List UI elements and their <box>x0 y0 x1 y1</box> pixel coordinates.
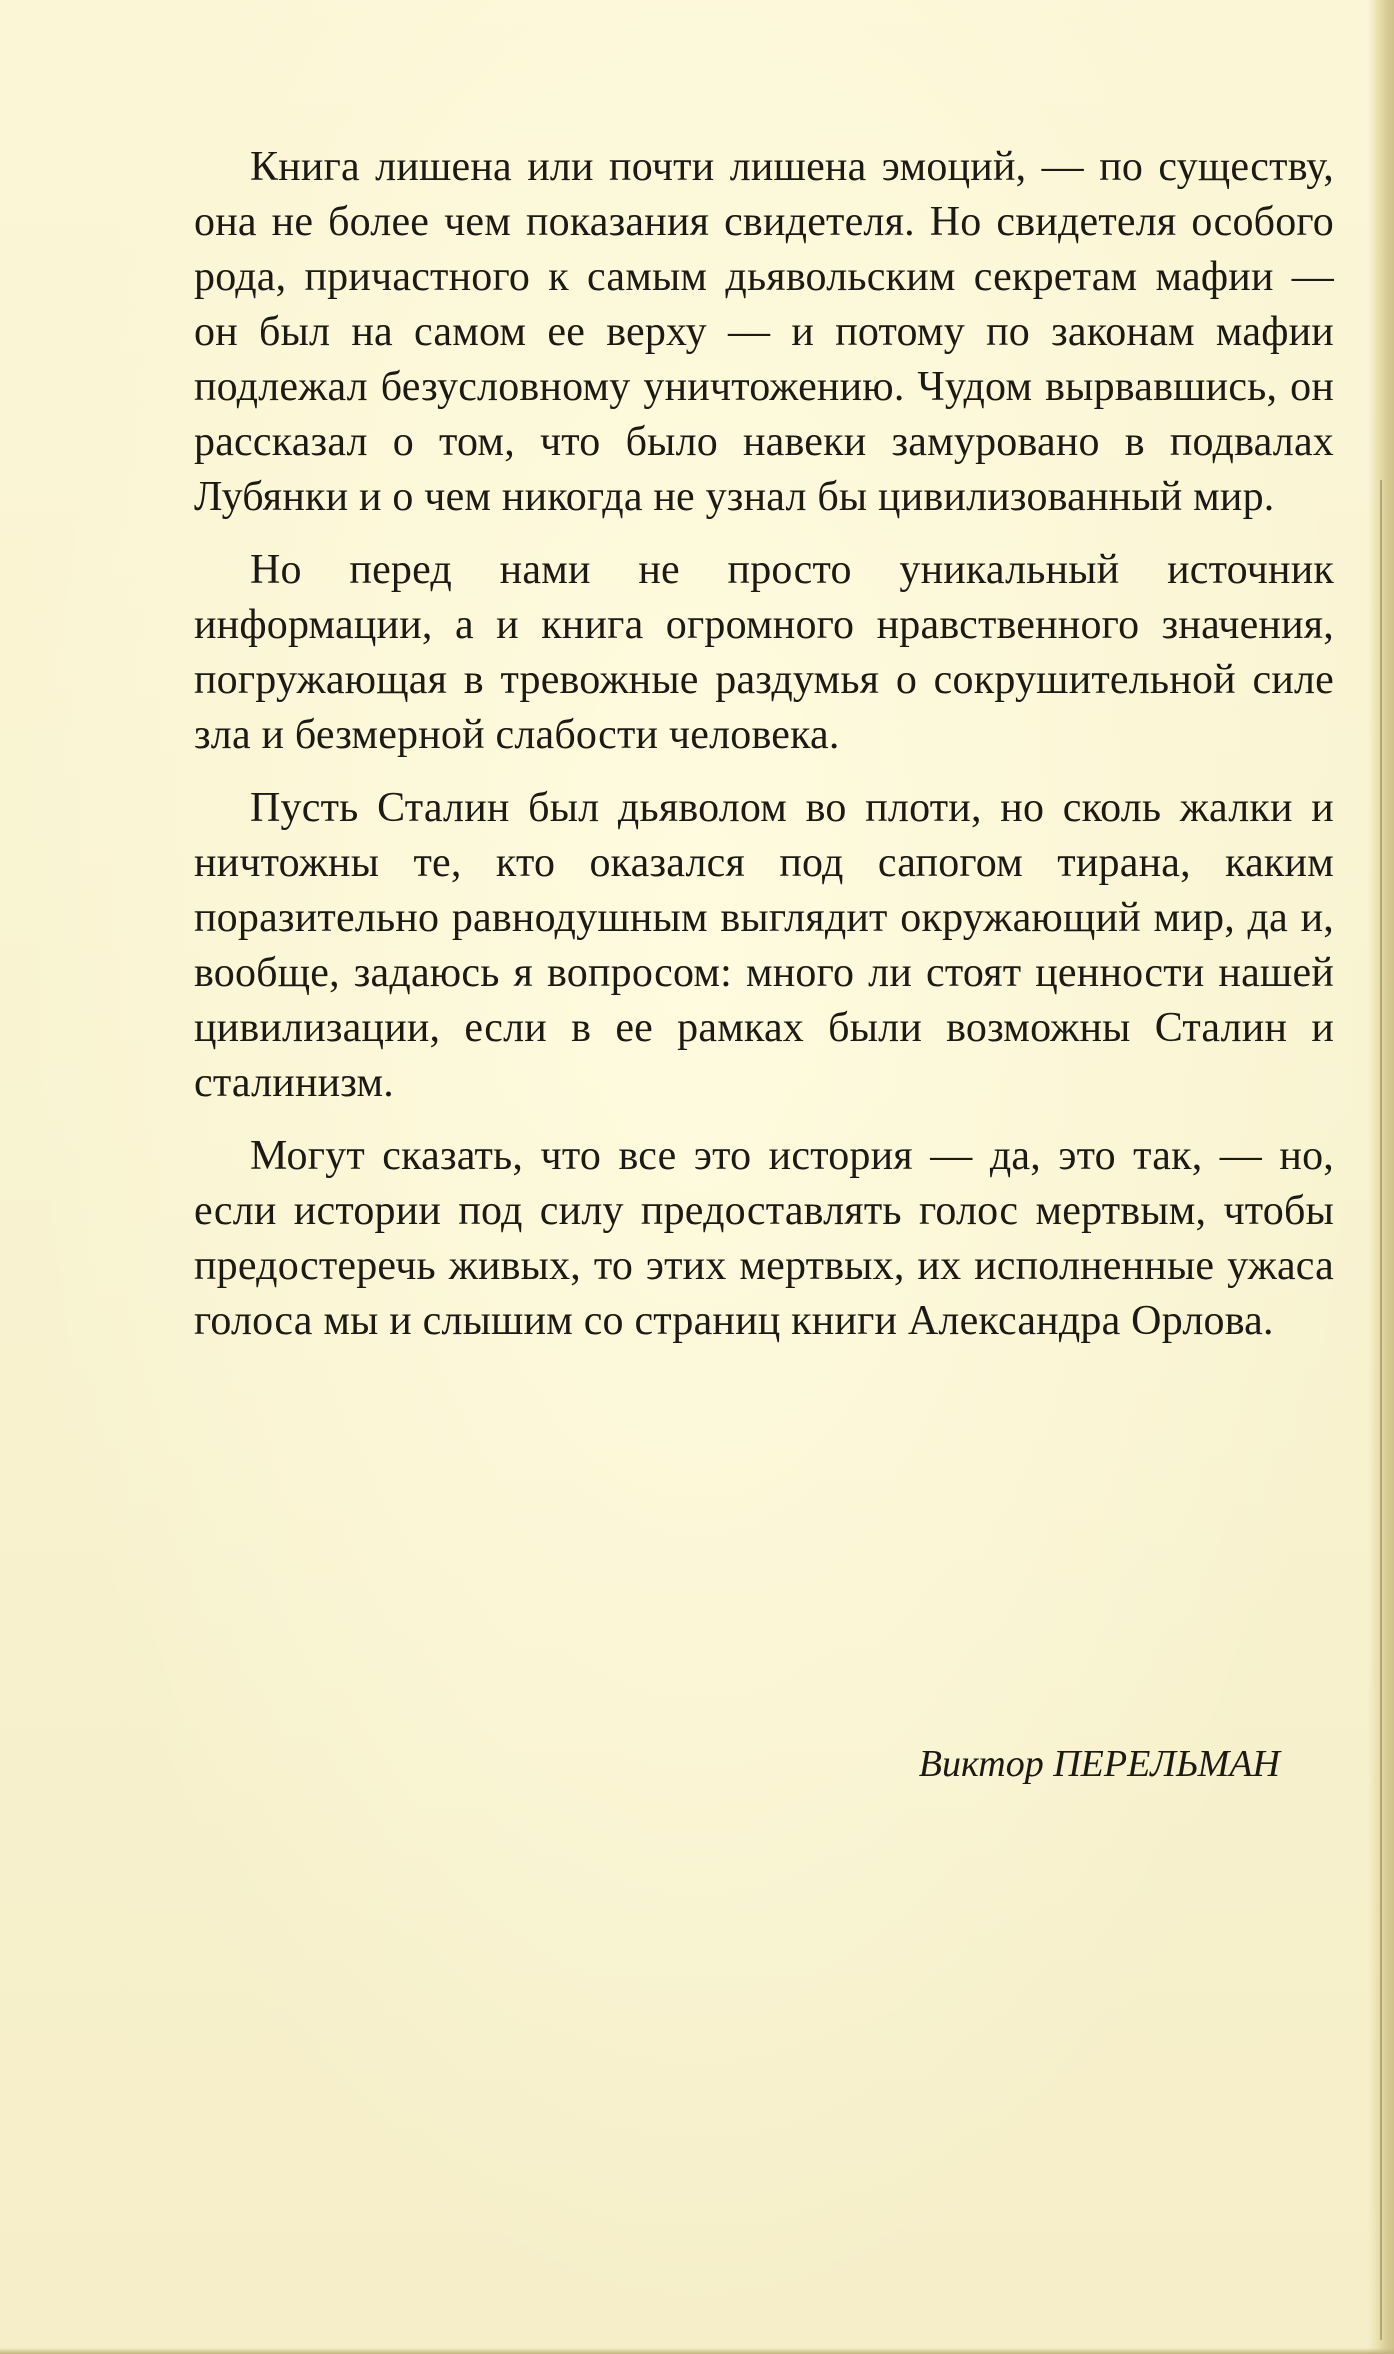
paragraph-1: Книга лишена или почти лишена эмоций, — по существу, она не более чем показания свидетеля. Но свидетеля особого рода, причастного к самым дьявольским секретам мафии — он был на самом ее верху — и потому по законам мафии подлежал безусловному уничтожению. Чудом вырвавшись, он рассказал о том, что было навеки замуровано в подвалах Лубянки и о чем никогда не узнал бы цивилизованный мир. <box>194 144 1334 520</box>
paragraph-4: Могут сказать, что все это история — да, это так, — но, если истории под силу предоставлять голос мертвым, чтобы предостеречь живых, то этих мертвых, их исполненные ужаса голоса мы и слышим со страниц книги Александра Орлова. <box>194 1133 1334 1344</box>
author-signature: Виктор ПЕРЕЛЬМАН <box>918 1743 1280 1785</box>
paragraph-3: Пусть Сталин был дьяволом во плоти, но сколь жалки и ничтожны те, кто оказался под сапогом тирана, каким поразительно равнодушным выглядит окружающий мир, да и, вообще, задаюсь я вопросом: много ли стоят ценности нашей цивилизации, если в ее рамках были возможны Сталин и сталинизм. <box>194 785 1334 1106</box>
body-text <box>194 140 1334 1367</box>
page-edge-line <box>1380 480 1382 2340</box>
page-bottom-edge <box>0 2348 1394 2354</box>
paragraph-2: Но перед нами не просто уникальный источник информации, а и книга огромного нравственного значения, погружающая в тревожные раздумья о сокрушительной силе зла и безмерной слабости человека. <box>194 547 1334 758</box>
